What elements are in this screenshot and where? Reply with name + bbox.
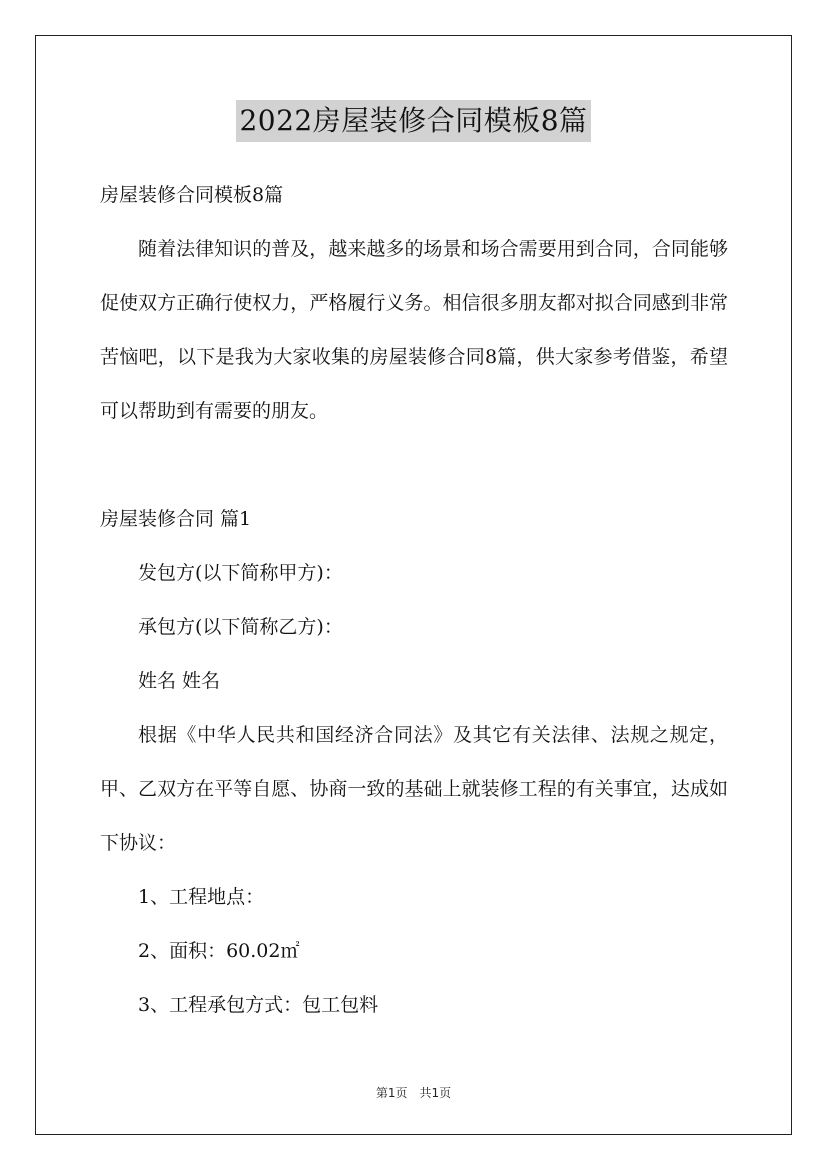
- list-item: 2、面积：60.02㎡: [138, 940, 300, 962]
- section-heading: 房屋装修合同 篇1: [100, 508, 252, 530]
- blank-line: [100, 438, 728, 492]
- party-a-line: 发包方(以下简称甲方)：: [138, 562, 343, 584]
- list-item: 1、工程地点：: [138, 886, 265, 908]
- intro-paragraph: 随着法律知识的普及，越来越多的场景和场合需要用到合同，合同能够促使双方正确行使权力，严格履行义务。相信很多朋友都对拟合同感到非常苦恼吧，以下是我为大家收集的房屋装修合同8篇，供大家参考借鉴，希望可以帮助到有需要的朋友。: [100, 238, 728, 422]
- basis-paragraph: 根据《中华人民共和国经济合同法》及其它有关法律、法规之规定，甲、乙双方在平等自愿、协商一致的基础上就装修工程的有关事宜，达成如下协议：: [100, 724, 728, 854]
- title-container: [0, 100, 827, 142]
- names-line: 姓名 姓名: [138, 670, 221, 692]
- document-title: 2022房屋装修合同模板8篇: [236, 100, 590, 142]
- party-b-line: 承包方(以下简称乙方)：: [138, 616, 343, 638]
- page-footer: 第1页 共1页: [375, 1086, 452, 1100]
- list-item: 3、工程承包方式：包工包料: [138, 994, 379, 1016]
- document-body: [100, 168, 728, 1032]
- subtitle: 房屋装修合同模板8篇: [100, 184, 284, 206]
